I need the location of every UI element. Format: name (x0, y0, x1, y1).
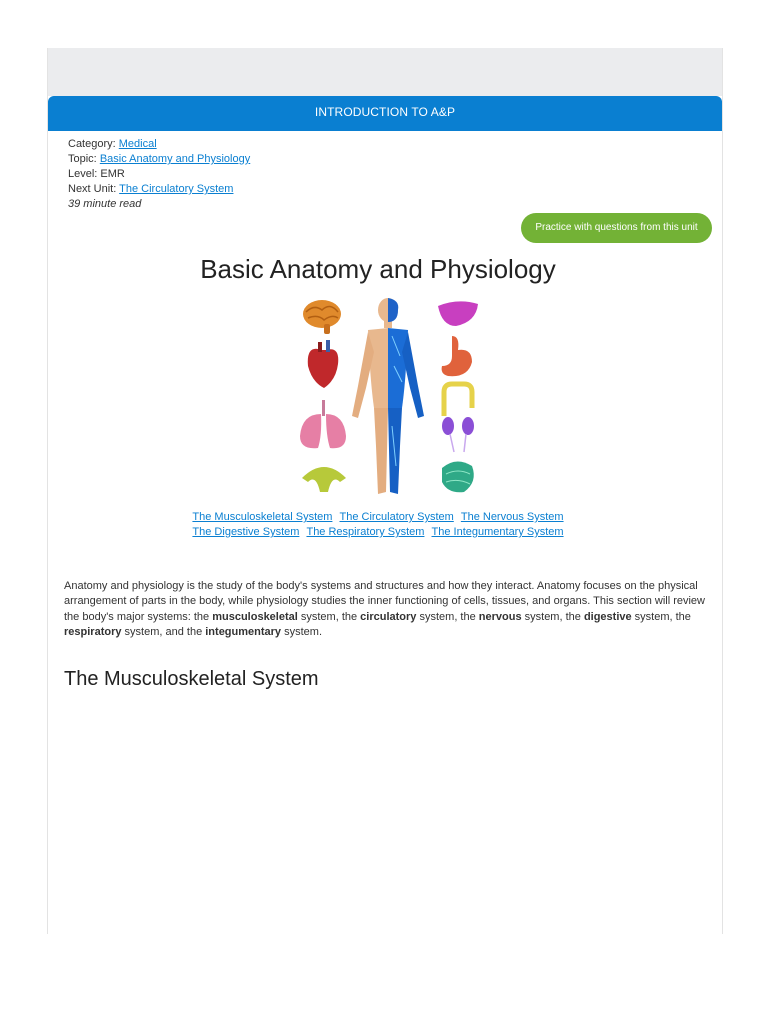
top-banner-area (48, 48, 722, 96)
meta-category: Category: Medical (68, 138, 157, 150)
link-circulatory[interactable]: The Circulatory System (339, 511, 454, 523)
skin-tissue-icon (442, 461, 474, 492)
next-unit-link[interactable]: The Circulatory System (119, 183, 234, 195)
human-body-figure (352, 298, 424, 494)
intestine-icon (444, 384, 472, 416)
page-title: Basic Anatomy and Physiology (200, 254, 556, 284)
unit-meta (68, 137, 250, 212)
anatomy-illustration (288, 296, 488, 498)
heart-icon (308, 340, 338, 388)
stomach-icon (442, 336, 472, 376)
system-links (48, 510, 708, 540)
lungs-icon (300, 400, 346, 448)
system-links-row-2 (48, 525, 708, 540)
brain-icon (303, 300, 341, 334)
intro-paragraph: Anatomy and physiology is the study of the body's systems and structures and how they interact. Anatomy focuses on the physical arrangement of parts in the body, while physiology studies the inner functioning of cells, tissues, and organs. This section will review the body's major systems: the musculoskeletal system, the circulatory system, the nervous system, the digestive system, the respiratory system, and the integumentary system. (64, 580, 705, 638)
meta-level: Level: EMR (68, 168, 125, 180)
article-card (47, 48, 723, 934)
practice-questions-button[interactable]: Practice with questions from this unit (521, 213, 712, 243)
link-musculoskeletal[interactable]: The Musculoskeletal System (192, 511, 333, 523)
category-link[interactable]: Medical (118, 138, 157, 150)
link-nervous[interactable]: The Nervous System (460, 511, 564, 523)
kidney-icon (442, 417, 474, 452)
meta-topic: Topic: Basic Anatomy and Physiology (68, 153, 251, 165)
read-time: 39 minute read (68, 198, 142, 210)
unit-header-title: INTRODUCTION TO A&P (314, 105, 456, 119)
system-links-row-1 (48, 510, 708, 525)
level-value: EMR (100, 168, 125, 180)
unit-header (48, 96, 722, 131)
section-heading-musculoskeletal: The Musculoskeletal System (64, 668, 319, 690)
link-respiratory[interactable]: The Respiratory System (306, 526, 425, 538)
liver-icon (438, 301, 478, 326)
link-digestive[interactable]: The Digestive System (192, 526, 300, 538)
topic-link[interactable]: Basic Anatomy and Physiology (99, 153, 251, 165)
diaphragm-icon (302, 467, 346, 492)
link-integumentary[interactable]: The Integumentary System (431, 526, 564, 538)
meta-next-unit: Next Unit: The Circulatory System (68, 183, 234, 195)
